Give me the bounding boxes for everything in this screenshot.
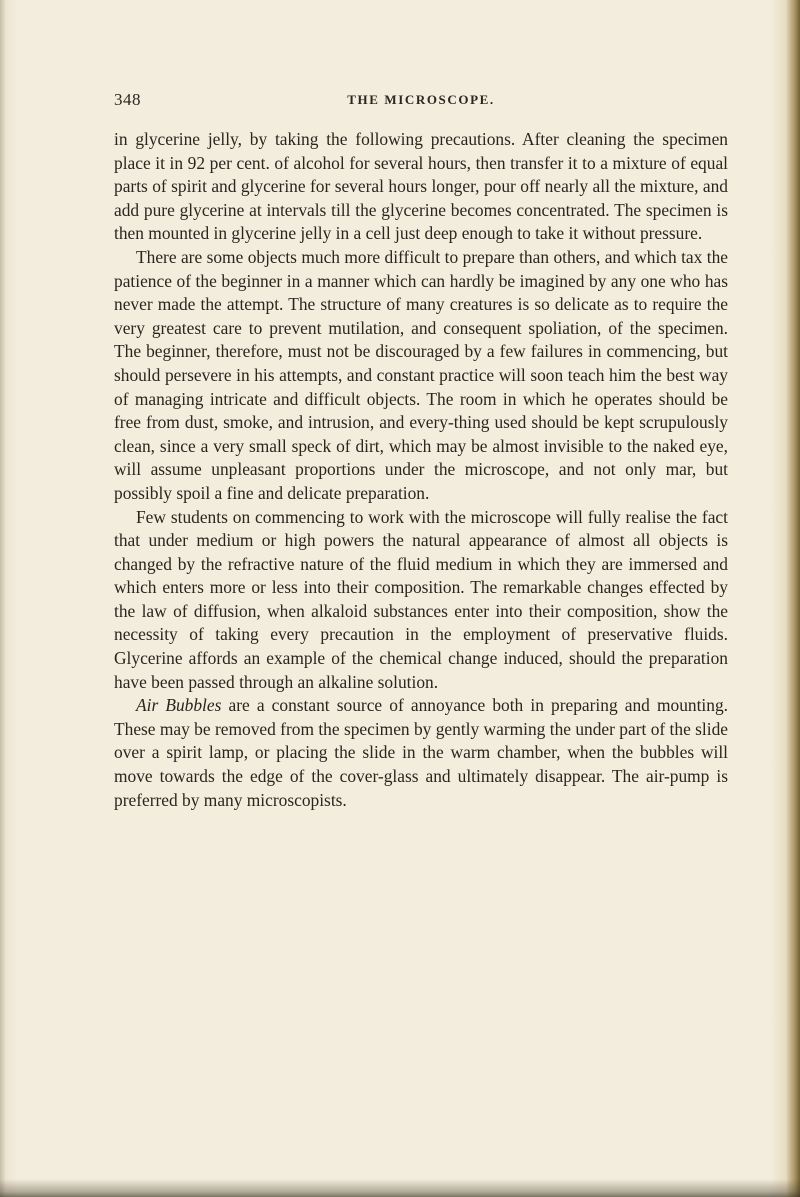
running-title: THE MICROSCOPE. bbox=[347, 92, 495, 107]
paragraph-4-text: are a constant source of annoyance both in preparing and mounting. These may be removed from the specimen by gently warming the under part of the slide over a spirit lamp, or placing the slide in the warm chamber, when the bubbles will move towards the edge of the cover-glass and ultimately disappear. The air-pump is preferred by many microscopists. bbox=[114, 695, 728, 810]
paragraph-2: There are some objects much more difficult to prepare than others, and which tax the patience of the beginner in a manner which can hardly be imagined by any one who has never made the attempt. The structure of many creatures is so delicate as to require the very greatest care to prevent mutilation, and consequent spoliation, of the specimen. The beginner, therefore, must not be discouraged by a few failures in commencing, but should persevere in his attempts, and constant practice will soon teach him the best way of managing intricate and difficult objects. The room in which he operates should be free from dust, smoke, and intrusion, and every-thing used should be kept scrupulously clean, since a very small speck of dirt, which may be almost invisible to the naked eye, will assume unpleasant proportions under the microscope, and not only mar, but possibly spoil a fine and delicate preparation. bbox=[114, 246, 728, 503]
page-number: 348 bbox=[114, 90, 141, 109]
running-head bbox=[114, 90, 728, 116]
paragraph-3: Few students on commencing to work with the microscope will fully realise the fact that under medium or high powers the natural appearance of almost all objects is changed by the refractive nature of the fluid medium in which they are immersed and which enters more or less into their composition. The remarkable changes effected by the law of diffusion, when alkaloid substances enter into their composition, show the necessity of taking every precaution in the employment of preservative fluids. Glycerine affords an example of the chemical change induced, should the preparation have been passed through an alkaline solution. bbox=[114, 506, 728, 692]
body-text bbox=[114, 128, 728, 812]
paragraph-1: in glycerine jelly, by taking the following precautions. After cleaning the specimen place it in 92 per cent. of alcohol for several hours, then transfer it to a mixture of equal parts of spirit and glycerine for several hours longer, pour off nearly all the mixture, and add pure glycerine at intervals till the glycerine becomes concentrated. The specimen is then mounted in glycerine jelly in a cell just deep enough to take it without pressure. bbox=[114, 129, 728, 244]
page-edge-shadow bbox=[786, 0, 800, 1197]
paragraph-4-lead: Air Bubbles bbox=[136, 695, 222, 716]
paragraph-4 bbox=[114, 694, 728, 812]
page-bottom-edge bbox=[0, 1179, 800, 1197]
page-left-edge bbox=[0, 0, 6, 1197]
